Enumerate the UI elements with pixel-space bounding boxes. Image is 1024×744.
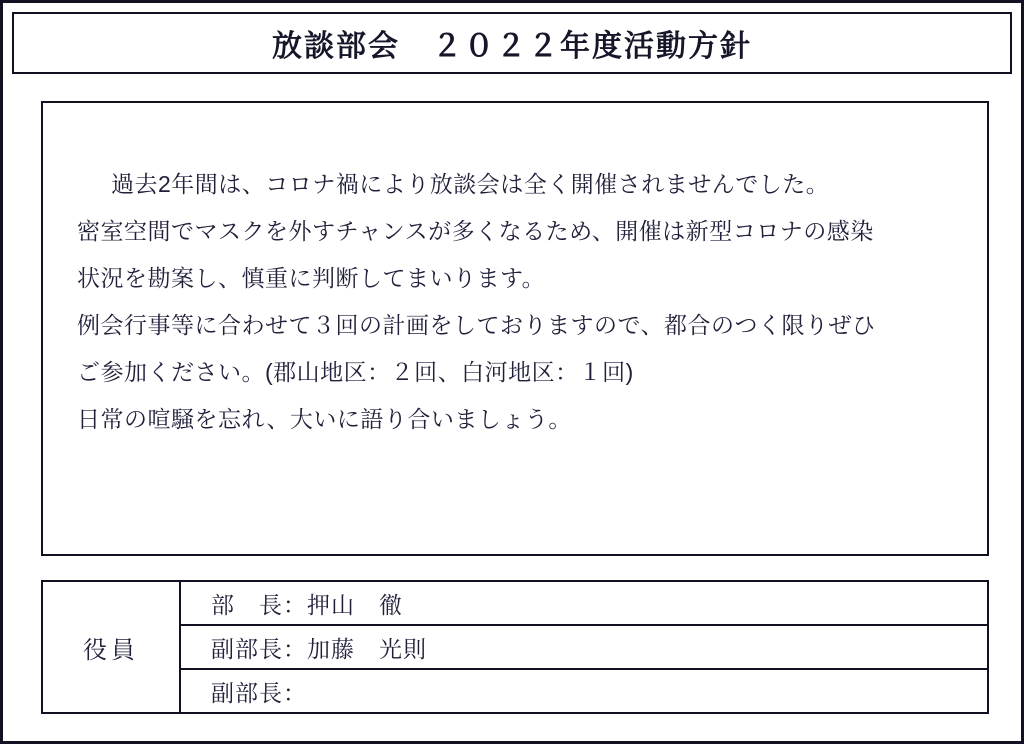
body-line: 日常の喧騒を忘れ、大いに語り合いましょう。 xyxy=(77,406,572,432)
body-line: 例会行事等に合わせて３回の計画をしておりますので、都合のつく限りぜひ xyxy=(77,312,876,338)
table-row xyxy=(181,582,987,626)
body-line: 過去2年間は、コロナ禍により放談会は全く開催されませんでした。 xyxy=(111,171,830,197)
body-line: 状況を勘案し、慎重に判断してまいります。 xyxy=(77,265,546,291)
officers-rows xyxy=(181,582,987,712)
document-title-bar xyxy=(12,12,1012,74)
activity-policy-body xyxy=(41,101,989,556)
officers-table xyxy=(41,580,989,714)
officer-name: 部 長：押山 徹 xyxy=(211,591,403,618)
officers-label: 役員 xyxy=(43,582,181,712)
body-line: 密室空間でマスクを外すチャンスが多くなるため、開催は新型コロナの感染 xyxy=(77,218,874,244)
officer-name: 副部長：加藤 光則 xyxy=(211,635,427,662)
officer-name: 副部長： xyxy=(211,679,307,706)
page-title: 放談部会 ２０２２年度活動方針 xyxy=(272,30,752,63)
table-row xyxy=(181,670,987,712)
body-line: ご参加ください。(郡山地区：２回、白河地区：１回) xyxy=(77,359,634,385)
table-row xyxy=(181,626,987,670)
